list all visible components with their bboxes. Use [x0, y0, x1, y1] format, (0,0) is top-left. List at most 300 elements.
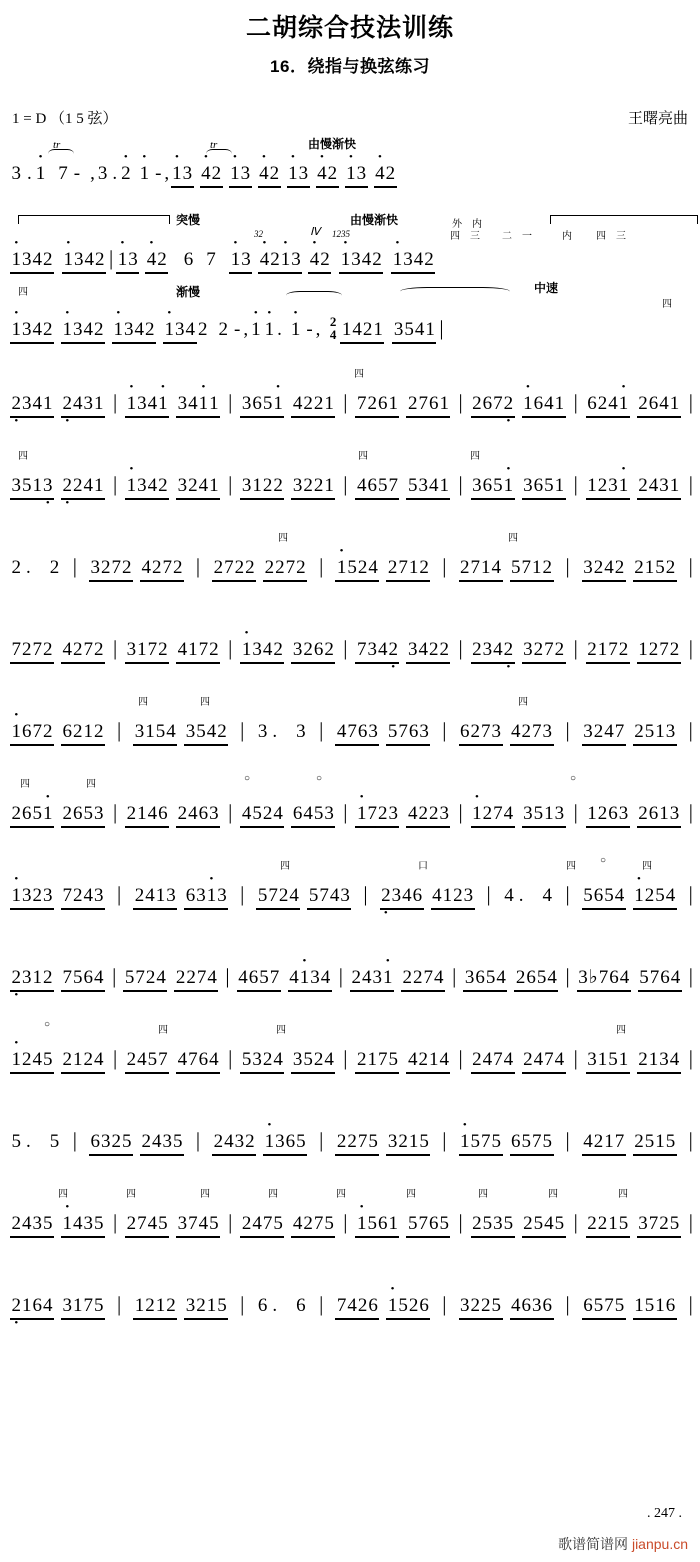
barline: | [565, 964, 570, 988]
system-2-notes [10, 241, 696, 271]
measure [125, 475, 220, 497]
barline: | [116, 1292, 122, 1316]
note-group: 4214 [407, 1049, 449, 1070]
note-group: • 1435 [61, 1213, 105, 1235]
note-group: 4657 [238, 967, 280, 988]
note-group: 5 [49, 1131, 60, 1152]
measure [471, 803, 566, 825]
finger-indicator: 四 [566, 861, 576, 872]
note-group: • 1 • 1 . [250, 319, 284, 341]
note-group: 1516 [634, 1295, 676, 1316]
note-group: 6273 [460, 721, 501, 742]
measure [335, 1295, 430, 1317]
key-signature: 1 = D （1 5 弦） [12, 111, 118, 127]
measure [212, 557, 307, 579]
note-group: 7261 [356, 393, 398, 414]
note-group: 7 - [58, 163, 81, 184]
finger-indicator: 四 [518, 697, 528, 708]
note-group: 2641 [638, 393, 680, 414]
note-group: 2 •341 [10, 393, 54, 415]
note-group: 2463 [177, 803, 219, 824]
note-group: • 1561 [355, 1213, 399, 1235]
note-group: 3♭764 [578, 967, 630, 988]
measure [10, 803, 105, 825]
note-group: • 1641 [522, 393, 566, 415]
note-group: • 13 [345, 163, 368, 185]
ornament-trill-1: tr [53, 139, 61, 151]
barline: | [240, 1292, 245, 1316]
barline: | [688, 964, 693, 988]
measure [133, 885, 228, 907]
note-group: 3151 [587, 1049, 629, 1070]
harmonic-o: ○ [244, 773, 251, 784]
system-12-notes [10, 1041, 696, 1071]
note-group: 4 . [504, 885, 524, 906]
note-group: 3654 [464, 967, 506, 988]
barline: | [442, 1292, 447, 1316]
finger-indicator: 口 [418, 861, 428, 872]
measure [471, 393, 566, 415]
note-group: 2535 [472, 1213, 514, 1234]
finger-indicator: 四 [126, 1189, 136, 1200]
system-5-notes [10, 467, 696, 497]
barline: | [458, 390, 463, 414]
measure [240, 393, 335, 415]
barline: | [486, 882, 491, 906]
note-group: • 13 [171, 163, 194, 185]
note-group: 3513 [523, 803, 565, 824]
note-group: 2474 [523, 1049, 565, 1070]
barline: | [225, 964, 230, 988]
measure [125, 803, 220, 825]
system-6 [10, 525, 693, 585]
barline: | [343, 800, 348, 824]
note-group: 3172 [126, 639, 168, 660]
system-14-notes [10, 1205, 696, 1235]
system-4 [10, 361, 693, 421]
measure [582, 885, 677, 907]
note-group: 2342 • [471, 639, 515, 661]
note-group: 2 [198, 319, 208, 340]
note-group: 123• 1 [586, 475, 630, 497]
note-group: 4217 [583, 1131, 625, 1152]
note-group: • 1575 [459, 1131, 503, 1153]
barline: | [112, 800, 118, 824]
string-indicator-outer: 外 [452, 219, 462, 230]
watermark-site: jianpu.cn [631, 1536, 688, 1552]
measure [10, 1131, 61, 1153]
measure [463, 967, 558, 989]
system-12 [10, 1017, 693, 1077]
repeat-bracket-1 [18, 215, 170, 224]
system-6-notes [10, 549, 696, 579]
note-group: 3241 [177, 475, 219, 496]
note-group: 6325 [90, 1131, 132, 1152]
system-10 [10, 853, 693, 913]
note-group: 2275 [336, 1131, 378, 1152]
barline: | [195, 1128, 201, 1152]
measure [355, 1049, 450, 1071]
note-group: 6453 [292, 803, 334, 824]
barline: | [688, 472, 693, 496]
barline: | [228, 800, 233, 824]
note-group: 3215 [387, 1131, 429, 1152]
barline: | [573, 390, 578, 414]
note-group: 4172 [177, 639, 219, 660]
barline: | [112, 1046, 118, 1070]
barline: | [319, 554, 324, 578]
measure [586, 1049, 681, 1071]
note-group: 265• 1 [10, 803, 54, 825]
note-group: • 1672 [10, 721, 54, 743]
barline: | [565, 1292, 570, 1316]
note-group: 365• 1 [471, 475, 515, 497]
note-group: 2413 [134, 885, 176, 906]
system-7-notes [10, 631, 696, 661]
note-group: 3 . • 1 [10, 163, 47, 185]
note-group: 4272 [141, 557, 183, 578]
measure [459, 1295, 554, 1317]
barline: | [439, 316, 444, 340]
finger-indicator: 四 [596, 231, 606, 242]
barline: | [240, 718, 245, 742]
note-group: • 1365 [263, 1131, 307, 1153]
measure [10, 639, 105, 661]
note-group: 5 . [11, 1131, 31, 1152]
measure [125, 393, 220, 415]
ornament-position-4: Ⅳ [310, 226, 321, 238]
system-14 [10, 1181, 693, 1241]
note-group: 4273 [511, 721, 552, 742]
measure [582, 1295, 677, 1317]
barline: | [458, 1046, 463, 1070]
note-group: 4275 [292, 1213, 334, 1234]
measure [10, 1049, 105, 1071]
system-13-notes [10, 1123, 696, 1153]
note-group: 3 [296, 721, 306, 742]
note-group: 3262 [292, 639, 334, 660]
finger-indicator: 四 [280, 861, 290, 872]
note-group: , [164, 163, 170, 184]
note-group: 5743 [308, 885, 350, 906]
barline: | [109, 246, 114, 270]
note-group: 2134 [638, 1049, 680, 1070]
measure [355, 393, 450, 415]
note-group: 2672 • [471, 393, 515, 415]
measure [133, 1295, 228, 1317]
finger-indicator: 四 [478, 1189, 488, 1200]
note-group: 3541 [393, 319, 435, 340]
barline: | [688, 1292, 693, 1316]
note-group: 6575 [583, 1295, 625, 1316]
system-10-notes [10, 877, 696, 907]
measure [123, 967, 218, 989]
measure [10, 393, 105, 415]
barline: | [343, 1046, 348, 1070]
ornament-trill-2: tr [210, 139, 218, 151]
barline: | [112, 1210, 118, 1234]
note-group: 63• 13 [184, 885, 228, 907]
measure [380, 885, 475, 907]
measure [577, 966, 682, 989]
note-group: 2172 [587, 639, 629, 660]
measure [586, 639, 681, 661]
barline: | [688, 390, 693, 414]
note-group: 2274 [402, 967, 444, 988]
note-group: 5324 [241, 1049, 283, 1070]
note-group: 7272 [11, 639, 53, 660]
barline: | [338, 964, 343, 988]
note-group: 34• 11 [176, 393, 220, 415]
page-subtitle: 16．绕指与换弦练习 [270, 57, 430, 76]
note-group: 2545 [523, 1213, 565, 1234]
note-group: 6575 [511, 1131, 552, 1152]
note-group: 3725 [638, 1213, 680, 1234]
measure [335, 1131, 430, 1153]
ornament-grace: 32 [254, 229, 263, 239]
note-group: 624• 1 [586, 393, 630, 415]
measure [350, 967, 445, 989]
note-group: 4524 [241, 803, 283, 824]
finger-indicator: 四 [18, 287, 28, 298]
note-group: • 42 [145, 249, 168, 271]
note-group: 4764 [177, 1049, 219, 1070]
system-11 [10, 935, 693, 995]
note-group: • 1245 [10, 1049, 54, 1071]
measure [471, 475, 566, 497]
measure [125, 639, 220, 661]
barline: | [452, 964, 457, 988]
measure [503, 885, 554, 907]
barline: | [116, 882, 122, 906]
barline: | [688, 1128, 693, 1152]
measure [335, 721, 430, 743]
finger-indicator: 四 [20, 779, 30, 790]
note-group: • 13 [229, 249, 252, 271]
note-group: 2654 [515, 967, 557, 988]
barline: | [688, 554, 693, 578]
barline: | [228, 1046, 233, 1070]
note-group: 6 . [257, 1295, 278, 1316]
note-group: 1263 [587, 803, 629, 824]
barline: | [458, 1210, 463, 1234]
barline: | [228, 636, 233, 660]
barline: | [688, 1046, 693, 1070]
note-group: 3422 [407, 639, 449, 660]
note-group: 1421 [341, 319, 383, 340]
watermark-label: 歌谱简谱网 [558, 1536, 629, 1552]
system-3 [10, 277, 690, 342]
measure [240, 639, 335, 661]
page-title: 二胡综合技法训练 [245, 14, 454, 42]
note-group: 7342 • [355, 639, 399, 661]
measure [471, 1213, 566, 1235]
note-group: 2722 [213, 557, 255, 578]
finger-indicator: 三 [616, 231, 626, 242]
note-group: 2 . [11, 557, 31, 578]
note-group: 6 [296, 1295, 306, 1316]
note-group: • 134 [163, 319, 197, 341]
note-group: 243• 1 [350, 967, 394, 989]
barline: | [343, 472, 348, 496]
note-group: 7564 [62, 967, 104, 988]
barline: | [565, 718, 570, 742]
measure [133, 721, 228, 743]
string-indicator-inner: 内 [472, 219, 482, 230]
system-1-notes [10, 155, 690, 185]
note-group: 1272 [638, 639, 680, 660]
finger-indicator: 四 [86, 779, 96, 790]
barline: | [319, 718, 324, 742]
note-group: 4272 [62, 639, 104, 660]
finger-indicator: 四 [616, 1025, 626, 1036]
note-group: 3272 [523, 639, 565, 660]
note-group: 5763 [387, 721, 429, 742]
note-group: 3 . • 2 [96, 163, 132, 185]
barline: | [458, 636, 463, 660]
finger-indicator: 四 [548, 1189, 558, 1200]
note-group: • 42 [374, 163, 397, 185]
repeat-bracket-2 [550, 215, 698, 224]
barline: | [565, 554, 570, 578]
note-group: 2 •312 [10, 967, 54, 989]
system-13 [10, 1099, 693, 1159]
barline: | [573, 472, 578, 496]
note-group: 3247 [583, 721, 625, 742]
note-group: 3513 • [10, 475, 54, 497]
note-group: 2175 [356, 1049, 398, 1070]
measure [212, 1131, 307, 1153]
finger-indicator: 四 [406, 1189, 416, 1200]
system-9 [10, 771, 693, 831]
note-group: 7243 [62, 885, 104, 906]
note-group: 2714 [460, 557, 501, 578]
barline: | [343, 390, 348, 414]
note-group: 2457 [126, 1049, 168, 1070]
note-group: 2274 [175, 967, 217, 988]
harmonic-o: ○ [44, 1019, 51, 1030]
note-group: 3225 [460, 1295, 501, 1316]
barline: | [442, 1128, 447, 1152]
slur-mark [400, 287, 510, 296]
annotation-medium-tempo: 中速 [534, 281, 559, 295]
note-group: 2 •346 [380, 885, 424, 907]
note-group: • 1342 [62, 249, 106, 271]
barline: | [116, 718, 122, 742]
measure [459, 1131, 554, 1153]
system-7 [10, 607, 693, 667]
note-group: • 1 - [138, 163, 163, 185]
note-group: 3272 [90, 557, 132, 578]
barline: | [573, 800, 578, 824]
finger-indicator: 四 [354, 369, 364, 380]
barline: | [573, 1046, 578, 1070]
note-group: 2761 [407, 393, 449, 414]
note-group: 2431 [638, 475, 680, 496]
barline: | [228, 1210, 233, 1234]
note-group: • 1342 [339, 249, 383, 271]
measure [471, 639, 566, 661]
note-group: 2613 [638, 803, 680, 824]
finger-indicator: 四 [278, 533, 288, 544]
measure [582, 721, 677, 743]
note-group: 3745 [177, 1213, 219, 1234]
note-group: 4657 [356, 475, 398, 496]
system-1 [10, 133, 690, 189]
finger-indicator: 四 [138, 697, 148, 708]
barline: | [688, 636, 693, 660]
note-group: • 134• 1 [125, 393, 169, 415]
note-group: , [90, 163, 95, 184]
note-group: • 13 [287, 163, 310, 185]
note-group: 5724 [257, 885, 299, 906]
note-group: • 13 [116, 249, 139, 271]
note-group: 4123 [432, 885, 474, 906]
finger-indicator: 四 [268, 1189, 278, 1200]
measure [240, 803, 335, 825]
watermark-footer [558, 1534, 688, 1554]
measure [256, 885, 351, 907]
system-5 [10, 443, 693, 503]
finger-indicator: 四 [200, 1189, 210, 1200]
note-group: , [315, 319, 321, 340]
note-group: 2745 [126, 1213, 168, 1234]
barline: | [688, 882, 693, 906]
finger-indicator: 四 [18, 451, 28, 462]
finger-indicator: 四 [358, 451, 368, 462]
measure [459, 557, 554, 579]
note-group: • 1524 [335, 557, 379, 579]
annotation-accel-2: 由慢渐快 [350, 213, 399, 227]
measure [355, 475, 450, 497]
note-group: 3215 [185, 1295, 227, 1316]
note-group: • 1342 [61, 319, 105, 341]
note-group: 5654 [583, 885, 625, 906]
note-group: • 1342 [391, 249, 435, 271]
measure [10, 721, 105, 743]
finger-indicator: 四 [618, 1189, 628, 1200]
barline: | [112, 472, 118, 496]
measure [125, 1213, 220, 1235]
barline: | [688, 718, 693, 742]
score-meta [0, 107, 700, 133]
measure [10, 885, 105, 907]
note-group: 2435 [11, 1213, 53, 1234]
measure [240, 1213, 335, 1235]
system-2 [10, 203, 690, 269]
page-number: . 247 . [647, 1506, 682, 1521]
system-15-notes [10, 1287, 696, 1317]
note-group: 5724 [124, 967, 166, 988]
note-group: 3122 [241, 475, 283, 496]
system-9-notes [10, 795, 696, 825]
measure [256, 1295, 307, 1317]
note-group: • 1342 [240, 639, 284, 661]
note-group: • 1 - [289, 319, 314, 341]
finger-indicator: 四 [450, 231, 460, 242]
ornament-grace: 1235 [332, 229, 350, 239]
measure [355, 803, 450, 825]
note-group: 4 [542, 885, 552, 906]
note-group: • 1723 [355, 803, 399, 825]
barline: | [573, 636, 578, 660]
system-8 [10, 689, 693, 749]
measure [471, 1049, 566, 1071]
barline: | [343, 1210, 348, 1234]
barline: | [688, 800, 693, 824]
measure [335, 557, 430, 579]
note-group: 3651 [523, 475, 565, 496]
